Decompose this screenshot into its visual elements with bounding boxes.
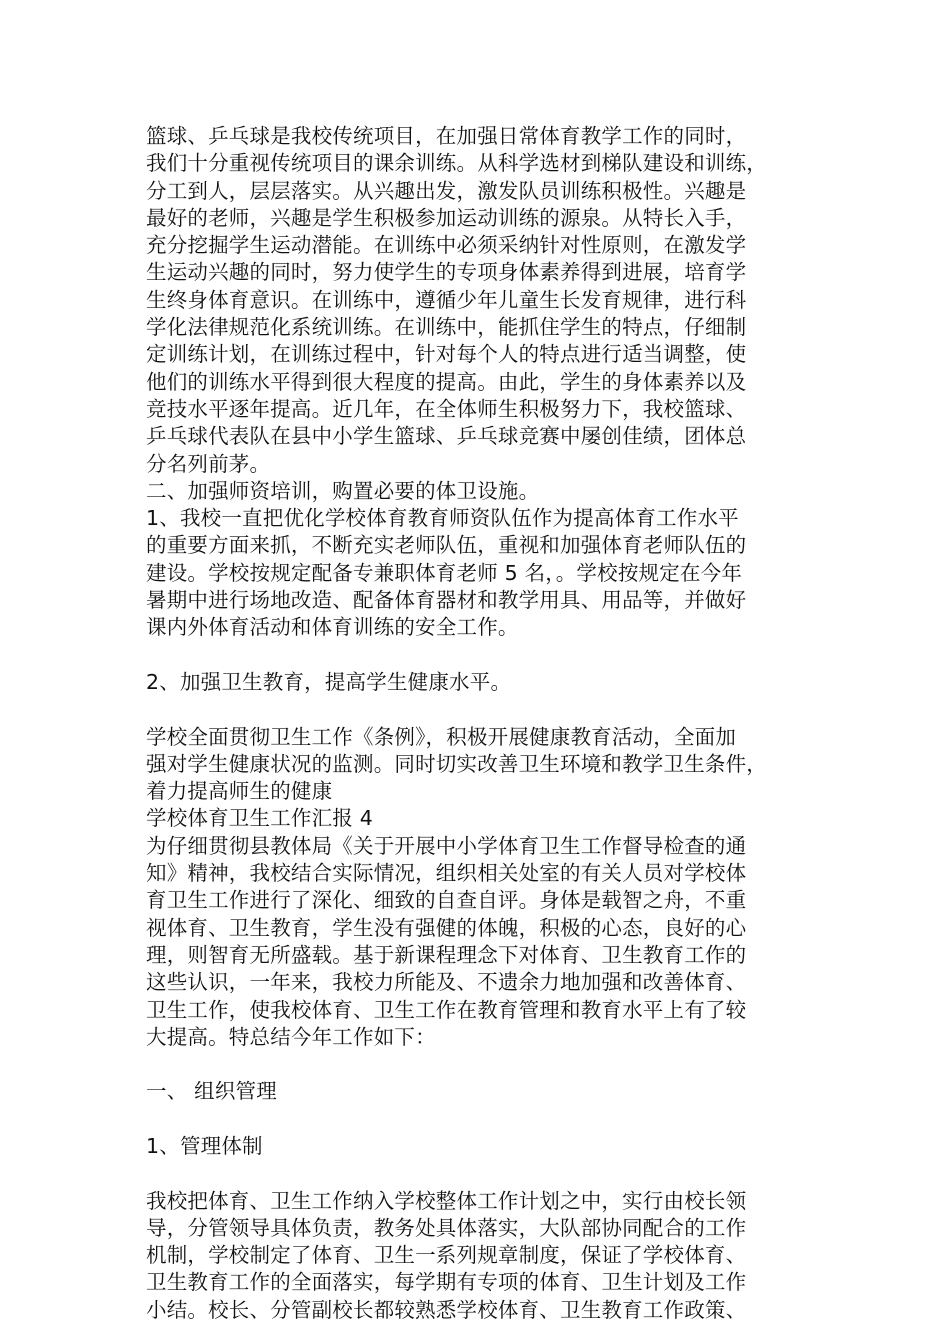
text-line: 充分挖掘学生运动潜能。在训练中必须采纳针对性原则，在激发学 [146, 233, 747, 258]
paragraph-management-system [146, 1188, 820, 1324]
blank-line [146, 1051, 820, 1078]
text-line: 学化法律规范化系统训练。在训练中，能抓住学生的特点，仔细制 [146, 315, 747, 340]
text-line: 他们的训练水平得到很大程度的提高。由此，学生的身体素养以及 [146, 369, 747, 394]
text-line: 暑期中进行场地改造、配备体育器材和教学用具、用品等，并做好 [146, 588, 747, 613]
subsection-heading-management [146, 1133, 820, 1160]
text-line: 学校体育卫生工作汇报 4 [146, 806, 373, 831]
text-line: 的重要方面来抓，不断充实老师队伍，重视和加强体育老师队伍的 [146, 533, 747, 558]
text-line: 大提高。特总结今年工作如下： [146, 1024, 436, 1049]
paragraph-health-education-heading [146, 669, 820, 696]
text-line: 机制，学校制定了体育、卫生一系列规章制度，保证了学校体育、 [146, 1243, 747, 1268]
text-line: 竞技水平逐年提高。近几年，在全体师生积极努力下，我校篮球、 [146, 396, 747, 421]
text-line: 2、加强卫生教育，提高学生健康水平。 [146, 669, 512, 694]
paragraph-health-report [146, 724, 820, 1052]
text-line: 建设。学校按规定配备专兼职体育老师 5 名，。学校按规定在今年 [146, 560, 743, 585]
text-line: 为仔细贯彻县教体局《关于开展中小学体育卫生工作督导检查的通 [146, 833, 747, 858]
text-line: 理，则智育无所盛载。基于新课程理念下对体育、卫生教育工作的 [146, 942, 747, 967]
text-line: 知》精神，我校结合实际情况，组织相关处室的有关人员对学校体 [146, 861, 747, 886]
text-line: 1、我校一直把优化学校体育教育师资队伍作为提高体育工作水平 [146, 506, 739, 531]
text-line: 分名列前茅。 [146, 451, 271, 476]
text-line: 最好的老师，兴趣是学生积极参加运动训练的源泉。从特长入手， [146, 205, 747, 230]
text-line: 这些认识，一年来，我校力所能及、不遗余力地加强和改善体育、 [146, 970, 747, 995]
text-line: 我们十分重视传统项目的课余训练。从科学选材到梯队建设和训练， [146, 151, 767, 176]
text-line: 篮球、乒乓球是我校传统项目，在加强日常体育教学工作的同时， [146, 124, 747, 148]
text-line: 生运动兴趣的同时，努力使学生的专项身体素养得到进展，培育学 [146, 260, 747, 285]
section-heading-organization [146, 1078, 820, 1105]
text-line: 导，分管领导具体负责，教务处具体落实，大队部协同配合的工作 [146, 1215, 747, 1240]
text-line: 小结。校长、分管副校长都较熟悉学校体育、卫生教育工作政策、 [146, 1297, 747, 1322]
paragraph-traditional-sports [146, 123, 820, 642]
text-line: 卫生教育工作的全面落实，每学期有专项的体育、卫生计划及工作 [146, 1270, 747, 1295]
text-line: 定训练计划，在训练过程中，针对每个人的特点进行适当调整，使 [146, 342, 747, 367]
text-line: 分工到人，层层落实。从兴趣出发，激发队员训练积极性。兴趣是 [146, 178, 747, 203]
text-line: 生终身体育意识。在训练中，遵循少年儿童生长发育规律，进行科 [146, 287, 747, 312]
text-line: 二、加强师资培训，购置必要的体卫设施。 [146, 478, 540, 503]
blank-line [146, 696, 820, 723]
blank-line [146, 642, 820, 669]
blank-line [146, 1106, 820, 1133]
blank-line [146, 1160, 820, 1187]
text-line: 强对学生健康状况的监测。同时切实改善卫生环境和教学卫生条件， [146, 751, 767, 776]
text-line: 课内外体育活动和体育训练的安全工作。 [146, 615, 519, 640]
text-line: 我校把体育、卫生工作纳入学校整体工作计划之中，实行由校长领 [146, 1188, 747, 1213]
text-line: 一、 组织管理 [146, 1079, 277, 1104]
document-body [146, 123, 820, 1324]
text-line: 乒乓球代表队在县中小学生篮球、乒乓球竞赛中屡创佳绩，团体总 [146, 424, 747, 449]
text-line: 卫生工作，使我校体育、卫生工作在教育管理和教育水平上有了较 [146, 997, 747, 1022]
text-line: 学校全面贯彻卫生工作《条例》，积极开展健康教育活动，全面加 [146, 724, 737, 749]
text-line: 视体育、卫生教育，学生没有强健的体魄，积极的心态，良好的心 [146, 915, 747, 940]
text-line: 1、管理体制 [146, 1133, 263, 1158]
text-line: 着力提高师生的健康 [146, 779, 333, 804]
text-line: 育卫生工作进行了深化、细致的自查自评。身体是载智之舟，不重 [146, 888, 747, 913]
